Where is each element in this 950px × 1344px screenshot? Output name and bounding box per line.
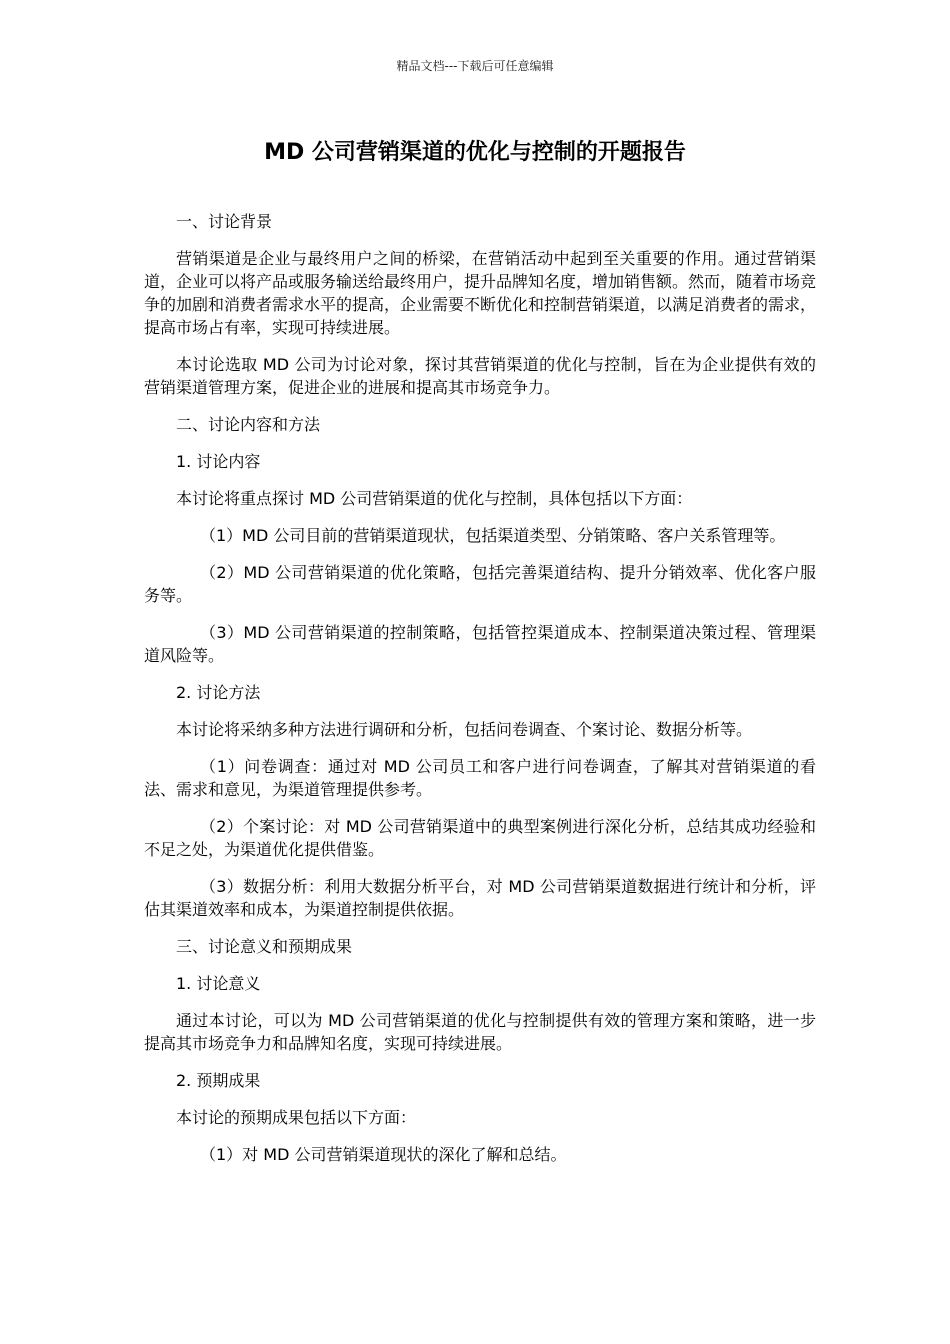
document-title: MD 公司营销渠道的优化与控制的开题报告 [264, 140, 686, 165]
list-item-method-3: （3）数据分析：利用大数据分析平台，对 MD 公司营销渠道数据进行统计和分析，评估其渠道效率和成本，为渠道控制提供依据。 [144, 877, 816, 919]
list-item-method-2: （2）个案讨论：对 MD 公司营销渠道中的典型案例进行深化分析，总结其成功经验和不足之处，为渠道优化提供借鉴。 [144, 817, 816, 859]
list-item-content-3: （3）MD 公司营销渠道的控制策略，包括管控渠道成本、控制渠道决策过程、管理渠道风险等。 [144, 623, 816, 665]
list-item-expected-1: （1）对 MD 公司营销渠道现状的深化了解和总结。 [200, 1145, 567, 1164]
paragraph-background-2: 本讨论选取 MD 公司为讨论对象，探讨其营销渠道的优化与控制，旨在为企业提供有效的营销渠道管理方案，促进企业的进展和提高其市场竞争力。 [144, 355, 816, 397]
section-heading-significance: 三、讨论意义和预期成果 [176, 937, 353, 956]
paragraph-expected-intro: 本讨论的预期成果包括以下方面： [176, 1108, 417, 1127]
list-item-content-2: （2）MD 公司营销渠道的优化策略，包括完善渠道结构、提升分销效率、优化客户服务等。 [144, 563, 816, 605]
paragraph-significance: 通过本讨论，可以为 MD 公司营销渠道的优化与控制提供有效的管理方案和策略，进一步提高其市场竞争力和品牌知名度，实现可持续进展。 [144, 1011, 816, 1053]
subheading-expected-results: 2. 预期成果 [176, 1071, 261, 1090]
header-watermark: 精品文档---下载后可任意编辑 [396, 59, 554, 73]
subheading-method: 2. 讨论方法 [176, 683, 261, 702]
section-heading-content-method: 二、讨论内容和方法 [176, 415, 321, 434]
list-item-content-1: （1）MD 公司目前的营销渠道现状，包括渠道类型、分销策略、客户关系管理等。 [200, 526, 786, 545]
paragraph-content-intro: 本讨论将重点探讨 MD 公司营销渠道的优化与控制，具体包括以下方面： [176, 489, 693, 508]
list-item-method-1: （1）问卷调查：通过对 MD 公司员工和客户进行问卷调查，了解其对营销渠道的看法、需求和意见，为渠道管理提供参考。 [144, 757, 816, 799]
paragraph-background-1: 营销渠道是企业与最终用户之间的桥梁，在营销活动中起到至关重要的作用。通过营销渠道，企业可以将产品或服务输送给最终用户，提升品牌知名度，增加销售额。然而，随着市场竞争的加剧和消费者需求水平的提高，企业需要不断优化和控制营销渠道，以满足消费者的需求，提高市场占有率，实现可持续进展。 [144, 249, 817, 337]
paragraph-method-intro: 本讨论将采纳多种方法进行调研和分析，包括问卷调查、个案讨论、数据分析等。 [176, 720, 753, 739]
section-heading-background: 一、讨论背景 [176, 212, 273, 231]
subheading-content: 1. 讨论内容 [176, 452, 261, 471]
document-body [144, 210, 816, 1180]
subheading-significance: 1. 讨论意义 [176, 974, 261, 993]
